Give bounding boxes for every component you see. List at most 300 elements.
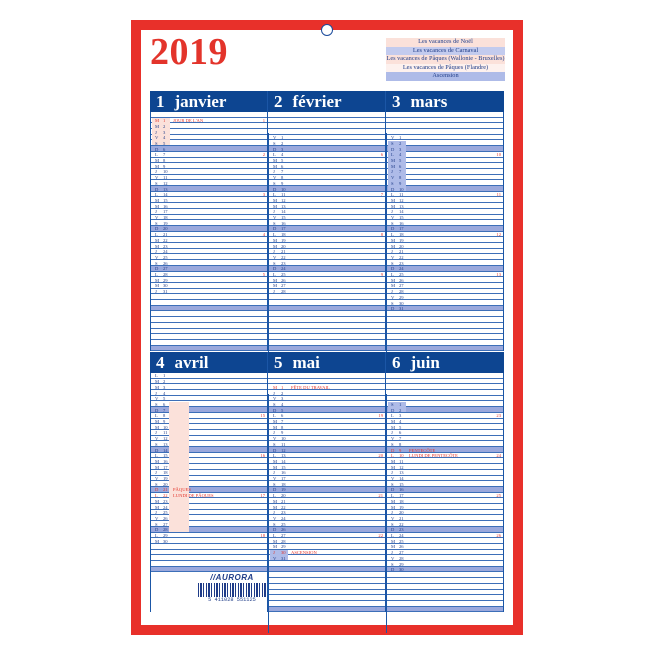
holiday-label: ASCENSION <box>291 550 317 556</box>
day-number: 10 <box>281 186 286 192</box>
day-number: 11 <box>281 441 286 447</box>
weekday-letter: M <box>273 203 278 209</box>
day-number: 4 <box>399 419 402 424</box>
day-number: 20 <box>281 493 286 499</box>
weekday-letter: D <box>155 266 159 272</box>
weekday-letter: L <box>155 232 158 238</box>
weekday-letter: V <box>155 436 159 442</box>
weekday-letter: M <box>391 237 396 243</box>
day-number: 24 <box>281 266 286 272</box>
day-number: 23 <box>399 260 404 266</box>
weekday-letter: S <box>155 180 158 186</box>
weekday-letter: S <box>391 441 394 447</box>
day-number: 10 <box>163 169 168 175</box>
weekday-letter: V <box>391 515 395 521</box>
day-number: 12 <box>399 197 404 203</box>
day-number: 2 <box>399 140 402 146</box>
weekday-letter: M <box>273 197 278 203</box>
month-title <box>270 91 342 112</box>
day-number: 18 <box>281 232 286 238</box>
day-number: 10 <box>281 436 286 442</box>
day-grid <box>150 112 504 351</box>
day-number: 25 <box>163 510 168 516</box>
legend-item: Ascension <box>386 72 505 81</box>
day-number: 3 <box>163 384 166 390</box>
week-number: 18 <box>260 533 265 538</box>
day-number: 15 <box>281 215 286 220</box>
weekday-letter: S <box>155 140 158 146</box>
day-number: 14 <box>281 209 286 215</box>
month-name: mai <box>292 353 320 372</box>
weekday-letter: V <box>273 135 277 141</box>
day-number: 9 <box>281 430 284 436</box>
weekday-letter: M <box>273 277 278 283</box>
day-number: 15 <box>399 481 404 487</box>
day-number: 22 <box>399 254 404 260</box>
weekday-letter: V <box>273 215 277 220</box>
weekday-letter: L <box>273 453 276 459</box>
day-number: 12 <box>163 436 168 442</box>
weekday-letter: L <box>391 413 394 419</box>
day-number: 10 <box>399 186 404 192</box>
month-title <box>152 91 226 112</box>
day-cell[interactable] <box>270 556 289 562</box>
day-number: 2 <box>163 379 166 385</box>
weekday-letter: M <box>155 464 160 470</box>
day-number: 6 <box>281 163 284 169</box>
day-number: 14 <box>399 209 404 215</box>
weekday-letter: J <box>273 209 275 215</box>
day-number: 24 <box>281 515 286 521</box>
weekday-letter: S <box>155 260 158 266</box>
weekday-letter: S <box>273 220 276 226</box>
day-number: 13 <box>281 203 286 209</box>
weekday-letter: S <box>391 180 394 186</box>
week-number: 15 <box>260 413 265 419</box>
day-cell[interactable] <box>152 289 171 295</box>
day-number: 23 <box>281 510 286 516</box>
weekday-letter: L <box>273 413 276 419</box>
weekday-letter: M <box>273 544 278 550</box>
day-number: 31 <box>399 306 404 312</box>
weekday-letter: D <box>273 407 277 413</box>
holiday-label: LUNDI DE PENTECÔTE <box>409 453 458 459</box>
weekday-letter: L <box>391 232 394 238</box>
weekday-letter: M <box>273 384 278 390</box>
weekday-letter: M <box>391 277 396 283</box>
weekday-letter: M <box>155 458 160 464</box>
week-number: 4 <box>262 232 265 238</box>
weekday-letter: L <box>155 272 158 277</box>
month-number: 5 <box>274 353 283 372</box>
weekday-letter: S <box>273 140 276 146</box>
month-name: avril <box>174 353 209 372</box>
month-title <box>388 91 447 112</box>
day-number: 8 <box>281 424 284 430</box>
column-divider <box>385 91 386 351</box>
weekday-letter: J <box>391 510 393 516</box>
day-number: 3 <box>281 146 284 152</box>
weekday-letter: D <box>155 487 159 493</box>
weekday-letter: M <box>155 158 160 163</box>
weekday-letter: S <box>273 180 276 186</box>
day-number: 6 <box>163 146 166 152</box>
day-number: 5 <box>399 158 402 163</box>
weekday-letter: M <box>391 458 396 464</box>
day-number: 15 <box>163 197 168 203</box>
day-number: 3 <box>399 146 402 152</box>
day-number: 4 <box>281 401 284 407</box>
day-number: 13 <box>399 203 404 209</box>
day-number: 27 <box>281 533 286 538</box>
day-number: 12 <box>281 197 286 203</box>
day-number: 8 <box>399 175 402 181</box>
day-number: 29 <box>163 277 168 283</box>
legend-item: Les vacances de Carnaval <box>386 47 505 56</box>
weekday-letter: D <box>273 447 277 453</box>
month-name: mars <box>410 92 448 111</box>
barcode-block <box>192 573 272 605</box>
day-number: 15 <box>399 215 404 220</box>
day-number: 18 <box>399 232 404 238</box>
weekday-letter: M <box>391 498 396 504</box>
day-number: 19 <box>399 504 404 510</box>
weekday-letter: D <box>391 407 395 413</box>
month-name: juin <box>410 353 440 372</box>
weekday-letter: S <box>391 561 394 567</box>
day-number: 20 <box>281 243 286 249</box>
day-number: 12 <box>399 464 404 470</box>
weekday-letter: S <box>155 401 158 407</box>
weekday-letter: L <box>155 373 158 379</box>
weekday-letter: M <box>155 203 160 209</box>
month-header-band <box>150 352 504 373</box>
weekday-letter: S <box>391 260 394 266</box>
weekday-letter: V <box>155 254 159 260</box>
weekday-letter: M <box>155 498 160 504</box>
weekday-letter: D <box>391 487 395 493</box>
day-number: 26 <box>163 515 168 521</box>
day-number: 8 <box>281 175 284 181</box>
weekday-letter: J <box>155 289 157 295</box>
weekday-letter: J <box>391 430 393 436</box>
day-number: 25 <box>281 521 286 527</box>
weekday-letter: L <box>391 272 394 277</box>
day-number: 4 <box>399 152 402 158</box>
weekday-letter: M <box>391 203 396 209</box>
weekday-letter: J <box>155 430 157 436</box>
day-number: 26 <box>281 527 286 533</box>
day-number: 11 <box>399 192 404 198</box>
weekday-letter: M <box>273 498 278 504</box>
weekday-letter: M <box>391 197 396 203</box>
day-number: 1 <box>399 401 402 407</box>
month-title <box>388 352 440 373</box>
day-number: 5 <box>281 158 284 163</box>
day-number: 29 <box>163 533 168 538</box>
day-number: 19 <box>281 237 286 243</box>
day-number: 13 <box>163 186 168 192</box>
day-number: 24 <box>163 504 168 510</box>
day-number: 21 <box>399 515 404 521</box>
day-number: 11 <box>163 430 168 436</box>
weekday-letter: M <box>273 283 278 289</box>
legend-item: Les vacances de Pâques (Flandre) <box>386 64 505 73</box>
weekday-letter: M <box>155 424 160 430</box>
day-number: 16 <box>399 220 404 226</box>
weekday-letter: J <box>391 289 393 295</box>
weekday-letter: D <box>155 447 159 453</box>
day-number: 23 <box>281 260 286 266</box>
day-number: 9 <box>399 180 402 186</box>
weekday-letter: J <box>273 550 275 556</box>
day-number: 5 <box>281 407 284 413</box>
weekday-letter: L <box>273 192 276 198</box>
day-number: 16 <box>399 487 404 493</box>
day-number: 27 <box>399 550 404 556</box>
weekday-letter: S <box>155 441 158 447</box>
weekday-letter: S <box>155 521 158 527</box>
weekday-letter: J <box>155 169 157 175</box>
weekday-letter: M <box>273 464 278 470</box>
weekday-letter: M <box>273 424 278 430</box>
week-number: 8 <box>380 232 383 238</box>
day-number: 24 <box>399 533 404 538</box>
weekday-letter: J <box>391 550 393 556</box>
day-number: 27 <box>163 521 168 527</box>
barcode-icon <box>198 583 266 597</box>
weekday-letter: V <box>391 436 395 442</box>
day-number: 9 <box>281 180 284 186</box>
weekday-letter: M <box>155 237 160 243</box>
day-number: 15 <box>163 453 168 459</box>
day-number: 19 <box>163 220 168 226</box>
day-number: 28 <box>281 538 286 544</box>
day-number: 26 <box>281 277 286 283</box>
day-number: 21 <box>163 487 168 493</box>
vacation-legend <box>386 38 505 81</box>
weekday-letter: J <box>273 510 275 516</box>
weekday-letter: J <box>273 169 275 175</box>
weekday-letter: S <box>273 521 276 527</box>
week-number: 3 <box>262 192 265 198</box>
weekday-letter: J <box>391 169 393 175</box>
day-number: 20 <box>163 481 168 487</box>
day-number: 6 <box>281 413 284 419</box>
weekday-letter: L <box>391 152 394 158</box>
day-number: 17 <box>399 493 404 499</box>
day-number: 14 <box>163 192 168 198</box>
holiday-label: PENTECÔTE <box>409 447 436 453</box>
weekday-letter: D <box>391 266 395 272</box>
week-number: 20 <box>378 453 383 459</box>
day-number: 30 <box>399 567 404 573</box>
day-cell[interactable] <box>270 289 289 295</box>
day-number: 22 <box>163 493 168 499</box>
weekday-letter: M <box>391 163 396 169</box>
weekday-letter: V <box>273 254 277 260</box>
day-number: 17 <box>281 476 286 481</box>
day-number: 10 <box>399 453 404 459</box>
day-number: 21 <box>163 232 168 238</box>
day-number: 26 <box>163 260 168 266</box>
day-number: 16 <box>163 458 168 464</box>
day-number: 25 <box>399 538 404 544</box>
day-number: 3 <box>163 129 166 135</box>
day-number: 15 <box>281 464 286 470</box>
day-number: 21 <box>281 249 286 255</box>
weekday-letter: M <box>391 464 396 470</box>
week-number: 5 <box>262 272 265 277</box>
weekday-letter: V <box>391 254 395 260</box>
weekday-letter: L <box>273 533 276 538</box>
weekday-letter: L <box>391 453 394 459</box>
day-number: 3 <box>399 413 402 419</box>
day-number: 2 <box>281 390 284 396</box>
weekday-letter: L <box>273 152 276 158</box>
day-number: 11 <box>399 458 404 464</box>
weekday-letter: D <box>391 186 395 192</box>
weekday-letter: L <box>155 453 158 459</box>
holiday-label: JOUR DE L'AN <box>173 118 204 124</box>
weekday-letter: J <box>391 249 393 255</box>
day-number: 12 <box>281 447 286 453</box>
weekday-letter: S <box>155 220 158 226</box>
weekday-letter: V <box>155 215 159 220</box>
hanging-hole <box>321 24 333 36</box>
month-number: 3 <box>392 92 401 111</box>
weekday-letter: V <box>155 396 159 402</box>
day-number: 3 <box>281 396 284 402</box>
day-number: 13 <box>399 470 404 476</box>
weekday-letter: M <box>155 243 160 249</box>
day-number: 23 <box>163 498 168 504</box>
day-number: 30 <box>399 300 404 306</box>
weekday-letter: D <box>391 146 395 152</box>
weekday-letter: M <box>273 163 278 169</box>
day-cell[interactable] <box>388 306 407 312</box>
day-number: 7 <box>281 169 284 175</box>
weekday-letter: J <box>273 470 275 476</box>
weekday-letter: J <box>391 209 393 215</box>
day-number: 30 <box>281 550 286 556</box>
weekday-letter: D <box>273 527 277 533</box>
day-number: 23 <box>163 243 168 249</box>
day-number: 21 <box>399 249 404 255</box>
holiday-label: PÂQUES <box>173 487 191 493</box>
weekday-letter: M <box>273 237 278 243</box>
day-number: 30 <box>163 283 168 289</box>
day-number: 8 <box>163 413 166 419</box>
weekday-letter: V <box>391 215 395 220</box>
day-number: 26 <box>399 277 404 283</box>
day-number: 14 <box>281 458 286 464</box>
weekday-letter: S <box>273 441 276 447</box>
day-number: 23 <box>399 527 404 533</box>
weekday-letter: M <box>273 419 278 424</box>
weekday-letter: D <box>155 146 159 152</box>
day-number: 28 <box>281 289 286 295</box>
weekday-letter: V <box>391 555 395 561</box>
day-number: 24 <box>399 266 404 272</box>
day-number: 17 <box>399 226 404 232</box>
day-number: 8 <box>163 158 166 163</box>
weekday-letter: M <box>155 379 160 385</box>
day-number: 1 <box>163 118 166 124</box>
weekday-letter: M <box>391 419 396 424</box>
day-number: 4 <box>163 135 166 141</box>
day-number: 13 <box>163 441 168 447</box>
weekday-letter: M <box>391 158 396 163</box>
day-number: 7 <box>281 419 284 424</box>
weekday-letter: M <box>155 123 160 129</box>
barcode-number: 5 411028 551125 <box>208 596 256 603</box>
week-number: 2 <box>262 152 265 158</box>
day-number: 22 <box>399 521 404 527</box>
day-number: 1 <box>281 135 284 141</box>
weekday-letter: L <box>155 192 158 198</box>
day-number: 1 <box>163 373 166 379</box>
weekday-letter: M <box>155 163 160 169</box>
day-number: 8 <box>399 441 402 447</box>
day-number: 17 <box>163 464 168 470</box>
weekday-letter: L <box>273 493 276 499</box>
day-number: 31 <box>281 555 286 561</box>
week-number: 24 <box>496 453 501 459</box>
weekday-letter: V <box>273 515 277 521</box>
weekday-letter: S <box>391 521 394 527</box>
weekday-letter: D <box>273 487 277 493</box>
weekday-letter: M <box>155 197 160 203</box>
weekday-letter: M <box>155 419 160 424</box>
weekday-letter: D <box>273 266 277 272</box>
day-number: 19 <box>399 237 404 243</box>
weekday-letter: J <box>273 430 275 436</box>
brand-logo: //AURORA <box>210 572 254 582</box>
day-number: 20 <box>163 226 168 232</box>
day-number: 6 <box>399 163 402 169</box>
day-number: 27 <box>281 283 286 289</box>
weekday-letter: M <box>391 424 396 430</box>
month-header-band <box>150 91 504 112</box>
weekday-letter: J <box>155 209 157 215</box>
weekday-letter: D <box>155 226 159 232</box>
weekday-letter: V <box>273 175 277 181</box>
day-number: 26 <box>399 544 404 550</box>
weekday-letter: J <box>273 390 275 396</box>
weekday-letter: M <box>273 243 278 249</box>
weekday-letter: S <box>391 220 394 226</box>
day-number: 17 <box>163 209 168 215</box>
day-cell[interactable] <box>388 567 407 573</box>
weekday-letter: J <box>273 249 275 255</box>
weekday-letter: L <box>391 493 394 499</box>
weekday-letter: M <box>273 458 278 464</box>
column-divider <box>267 91 268 351</box>
day-number: 29 <box>399 561 404 567</box>
day-number: 5 <box>163 396 166 402</box>
weekday-letter: M <box>391 504 396 510</box>
week-number: 11 <box>496 192 501 198</box>
day-number: 22 <box>281 504 286 510</box>
week-number: 9 <box>380 272 383 277</box>
weekday-letter: L <box>391 192 394 198</box>
month-title <box>270 352 320 373</box>
holiday-label: FÊTE DU TRAVAIL <box>291 384 330 390</box>
day-number: 4 <box>281 152 284 158</box>
day-cell[interactable] <box>152 539 171 545</box>
month-name: janvier <box>174 92 227 111</box>
